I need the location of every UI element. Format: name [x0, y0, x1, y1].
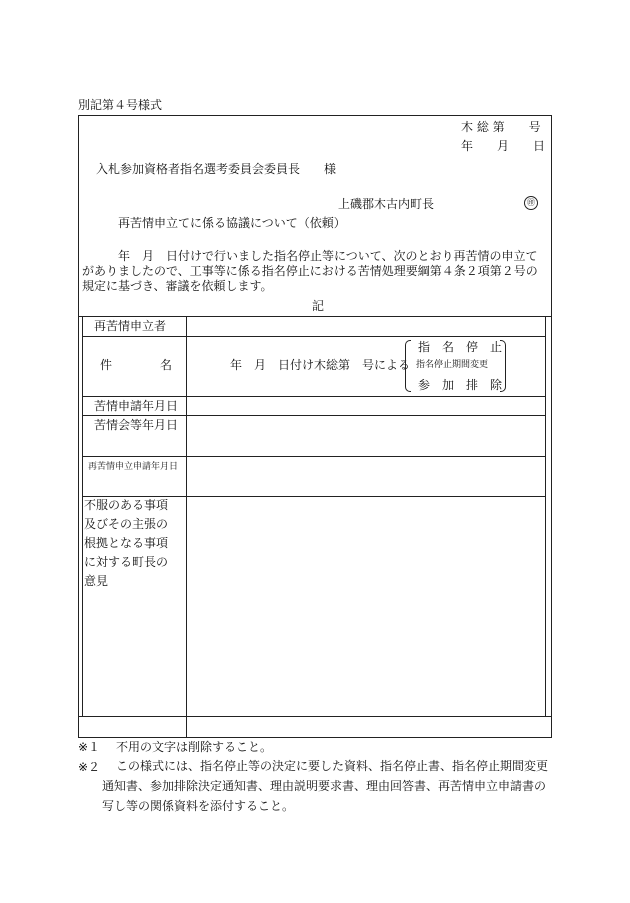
option-period-change: 指名停止期間変更 [416, 360, 489, 370]
note-mark-2: ※２ [78, 760, 101, 774]
addressee: 入札参加資格者指名選考委員会委員長 様 [96, 162, 337, 176]
row-divider [82, 396, 546, 397]
re-complaint-date-label: 再苦情申立申請年月日 [88, 462, 179, 472]
note-mark-1: ※１ [78, 740, 101, 754]
applicant-label: 再苦情申立者 [94, 319, 167, 333]
row-divider [82, 456, 546, 457]
table-right-line [545, 316, 546, 716]
option-designation-suspension: 指 名 停 止 [418, 340, 503, 354]
table-column-divider [186, 316, 187, 737]
note-text-2: この様式には、指名停止等の決定に要した資料、指名停止書、指名停止期間変更通知書、参加排除決定通知書、理由説明要求書、理由回答書、再苦情申立申請書の写し等の関係資料を添付すること。 [102, 759, 549, 813]
ki-label: 記 [312, 299, 325, 313]
body-paragraph: 年 月 日付けで行いました指名停止等について、次のとおり再苦情の申立てがありましたので、工事等に係る指名停止における苦情処理要綱第４条２項第２号の規定に基づき、審議を依頼します。 [82, 249, 538, 293]
row-divider [78, 716, 552, 717]
subject-label-b: 名 [160, 358, 173, 372]
subject-line: 再苦情申立てに係る協議について（依頼） [118, 216, 346, 230]
sender-name: 上磯郡木古内町長 [338, 197, 435, 211]
note-text-1: 不用の文字は削除すること。 [116, 740, 273, 754]
left-bracket-icon [405, 340, 411, 392]
subject-label-a: 件 [100, 358, 113, 372]
seal-mark: ㊞ [524, 196, 538, 210]
subject-value: 年 月 日付け木総第 号による [230, 358, 411, 372]
option-exclusion: 参 加 排 除 [418, 378, 503, 392]
complaint-date-label: 苦情申請年月日 [94, 399, 179, 413]
form-label: 別記第４号様式 [78, 98, 163, 112]
document-number: 木 総 第 号 [461, 120, 541, 134]
table-top-line [78, 316, 552, 317]
meeting-date-label: 苦情会等年月日 [94, 418, 179, 432]
document-date: 年 月 日 [461, 139, 546, 153]
table-left-line [82, 316, 83, 716]
row-divider [82, 415, 546, 416]
row-divider [82, 336, 546, 337]
objection-opinion-label: 不服のある事項及びその主張の根拠となる事項に対する町長の意見 [84, 498, 169, 588]
